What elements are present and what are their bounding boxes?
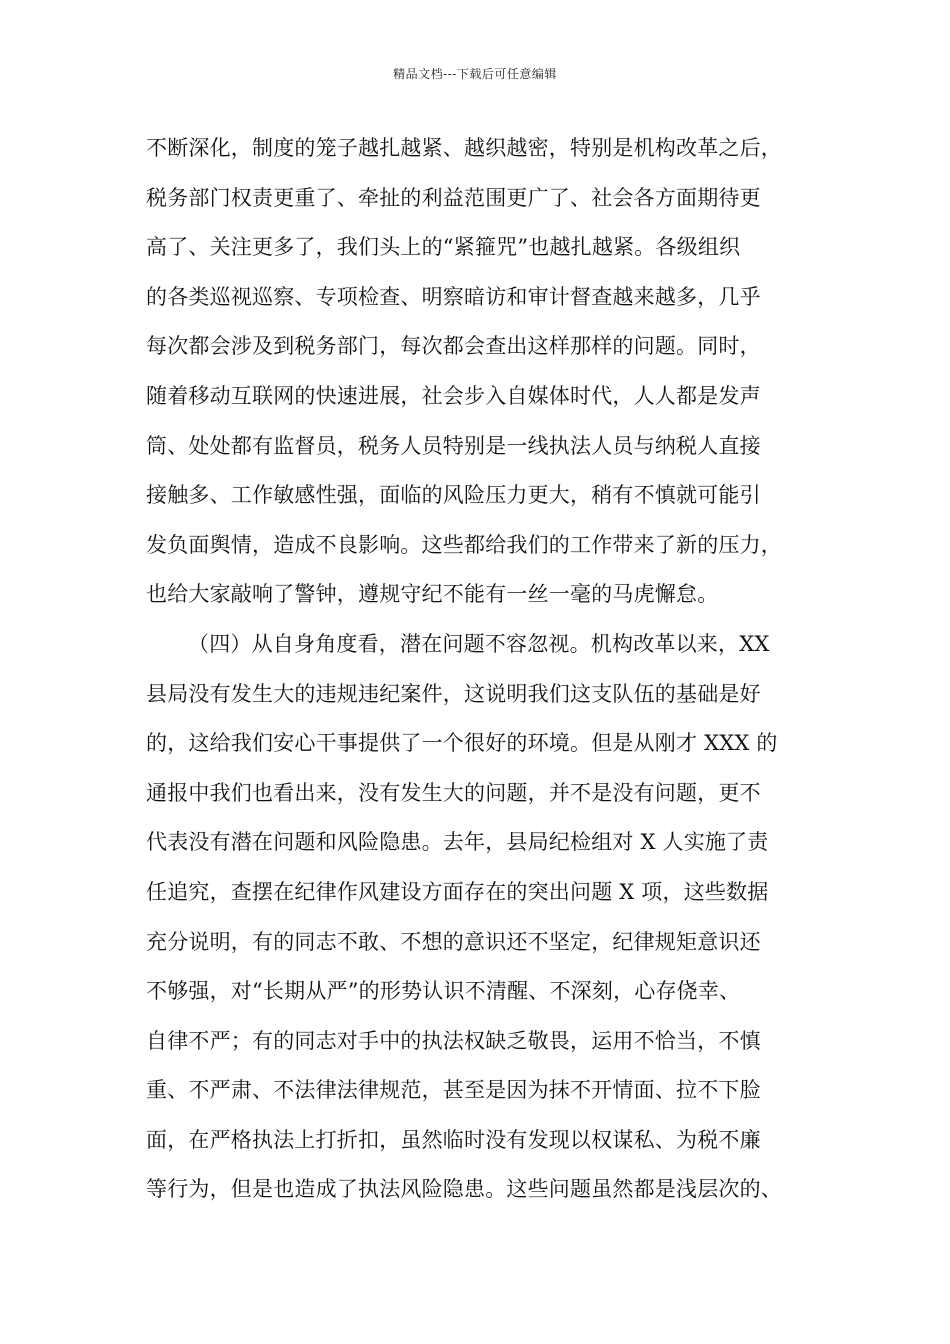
text-line: 每次都会涉及到税务部门，每次都会查出这样那样的问题。同时， bbox=[146, 334, 761, 359]
text-line: 也给大家敲响了警钟，遵规守纪不能有一丝一毫的马虎懈怠。 bbox=[146, 582, 719, 607]
text-line: 的，这给我们安心干事提供了一个很好的环境。但是从刚才 XXX 的 bbox=[146, 731, 778, 756]
body-text bbox=[146, 130, 826, 1221]
text-line: 不断深化，制度的笼子越扎越紧、越织越密，特别是机构改革之后， bbox=[146, 136, 782, 160]
text-line: 税务部门权责更重了、牵扯的利益范围更广了、社会各方面期待更 bbox=[146, 185, 761, 210]
text-line: 重、不严肃、不法律法律规范，甚至是因为抹不开情面、拉不下脸 bbox=[146, 1078, 761, 1103]
page-header: 精品文档---下载后可任意编辑 bbox=[393, 67, 557, 81]
text-line: 的各类巡视巡察、专项检查、明察暗访和审计督查越来越多，几乎 bbox=[146, 284, 761, 309]
text-line: 不够强，对“长期从严”的形势认识不清醒、不深刻，心存侥幸、 bbox=[146, 979, 741, 1004]
text-line: 县局没有发生大的违规违纪案件，这说明我们这支队伍的基础是好 bbox=[146, 681, 761, 706]
text-line: 自律不严；有的同志对手中的执法权缺乏敬畏，运用不恰当，不慎 bbox=[146, 1028, 761, 1053]
section-heading-line: （四）从自身角度看，潜在问题不容忽视。机构改革以来，XX bbox=[188, 631, 770, 656]
text-line: 发负面舆情，造成不良影响。这些都给我们的工作带来了新的压力， bbox=[146, 532, 782, 557]
text-line: 任追究，查摆在纪律作风建设方面存在的突出问题 X 项，这些数据 bbox=[146, 879, 769, 904]
text-line: 代表没有潜在问题和风险隐患。去年，县局纪检组对 X 人实施了责 bbox=[146, 830, 769, 855]
text-line: 高了、关注更多了，我们头上的“紧箍咒”也越扎越紧。各级组织 bbox=[146, 235, 741, 260]
text-line: 接触多、工作敏感性强，面临的风险压力更大，稍有不慎就可能引 bbox=[146, 483, 761, 508]
text-line: 充分说明，有的同志不敢、不想的意识还不坚定，纪律规矩意识还 bbox=[146, 929, 761, 954]
text-line: 通报中我们也看出来，没有发生大的问题，并不是没有问题，更不 bbox=[146, 780, 761, 805]
text-line: 面，在严格执法上打折扣，虽然临时没有发现以权谋私、为税不廉 bbox=[146, 1127, 761, 1152]
text-line: 等行为，但是也造成了执法风险隐患。这些问题虽然都是浅层次的、 bbox=[146, 1177, 782, 1202]
text-line: 随着移动互联网的快速进展，社会步入自媒体时代，人人都是发声 bbox=[146, 383, 761, 408]
text-line: 筒、处处都有监督员，税务人员特别是一线执法人员与纳税人直接 bbox=[146, 433, 761, 458]
